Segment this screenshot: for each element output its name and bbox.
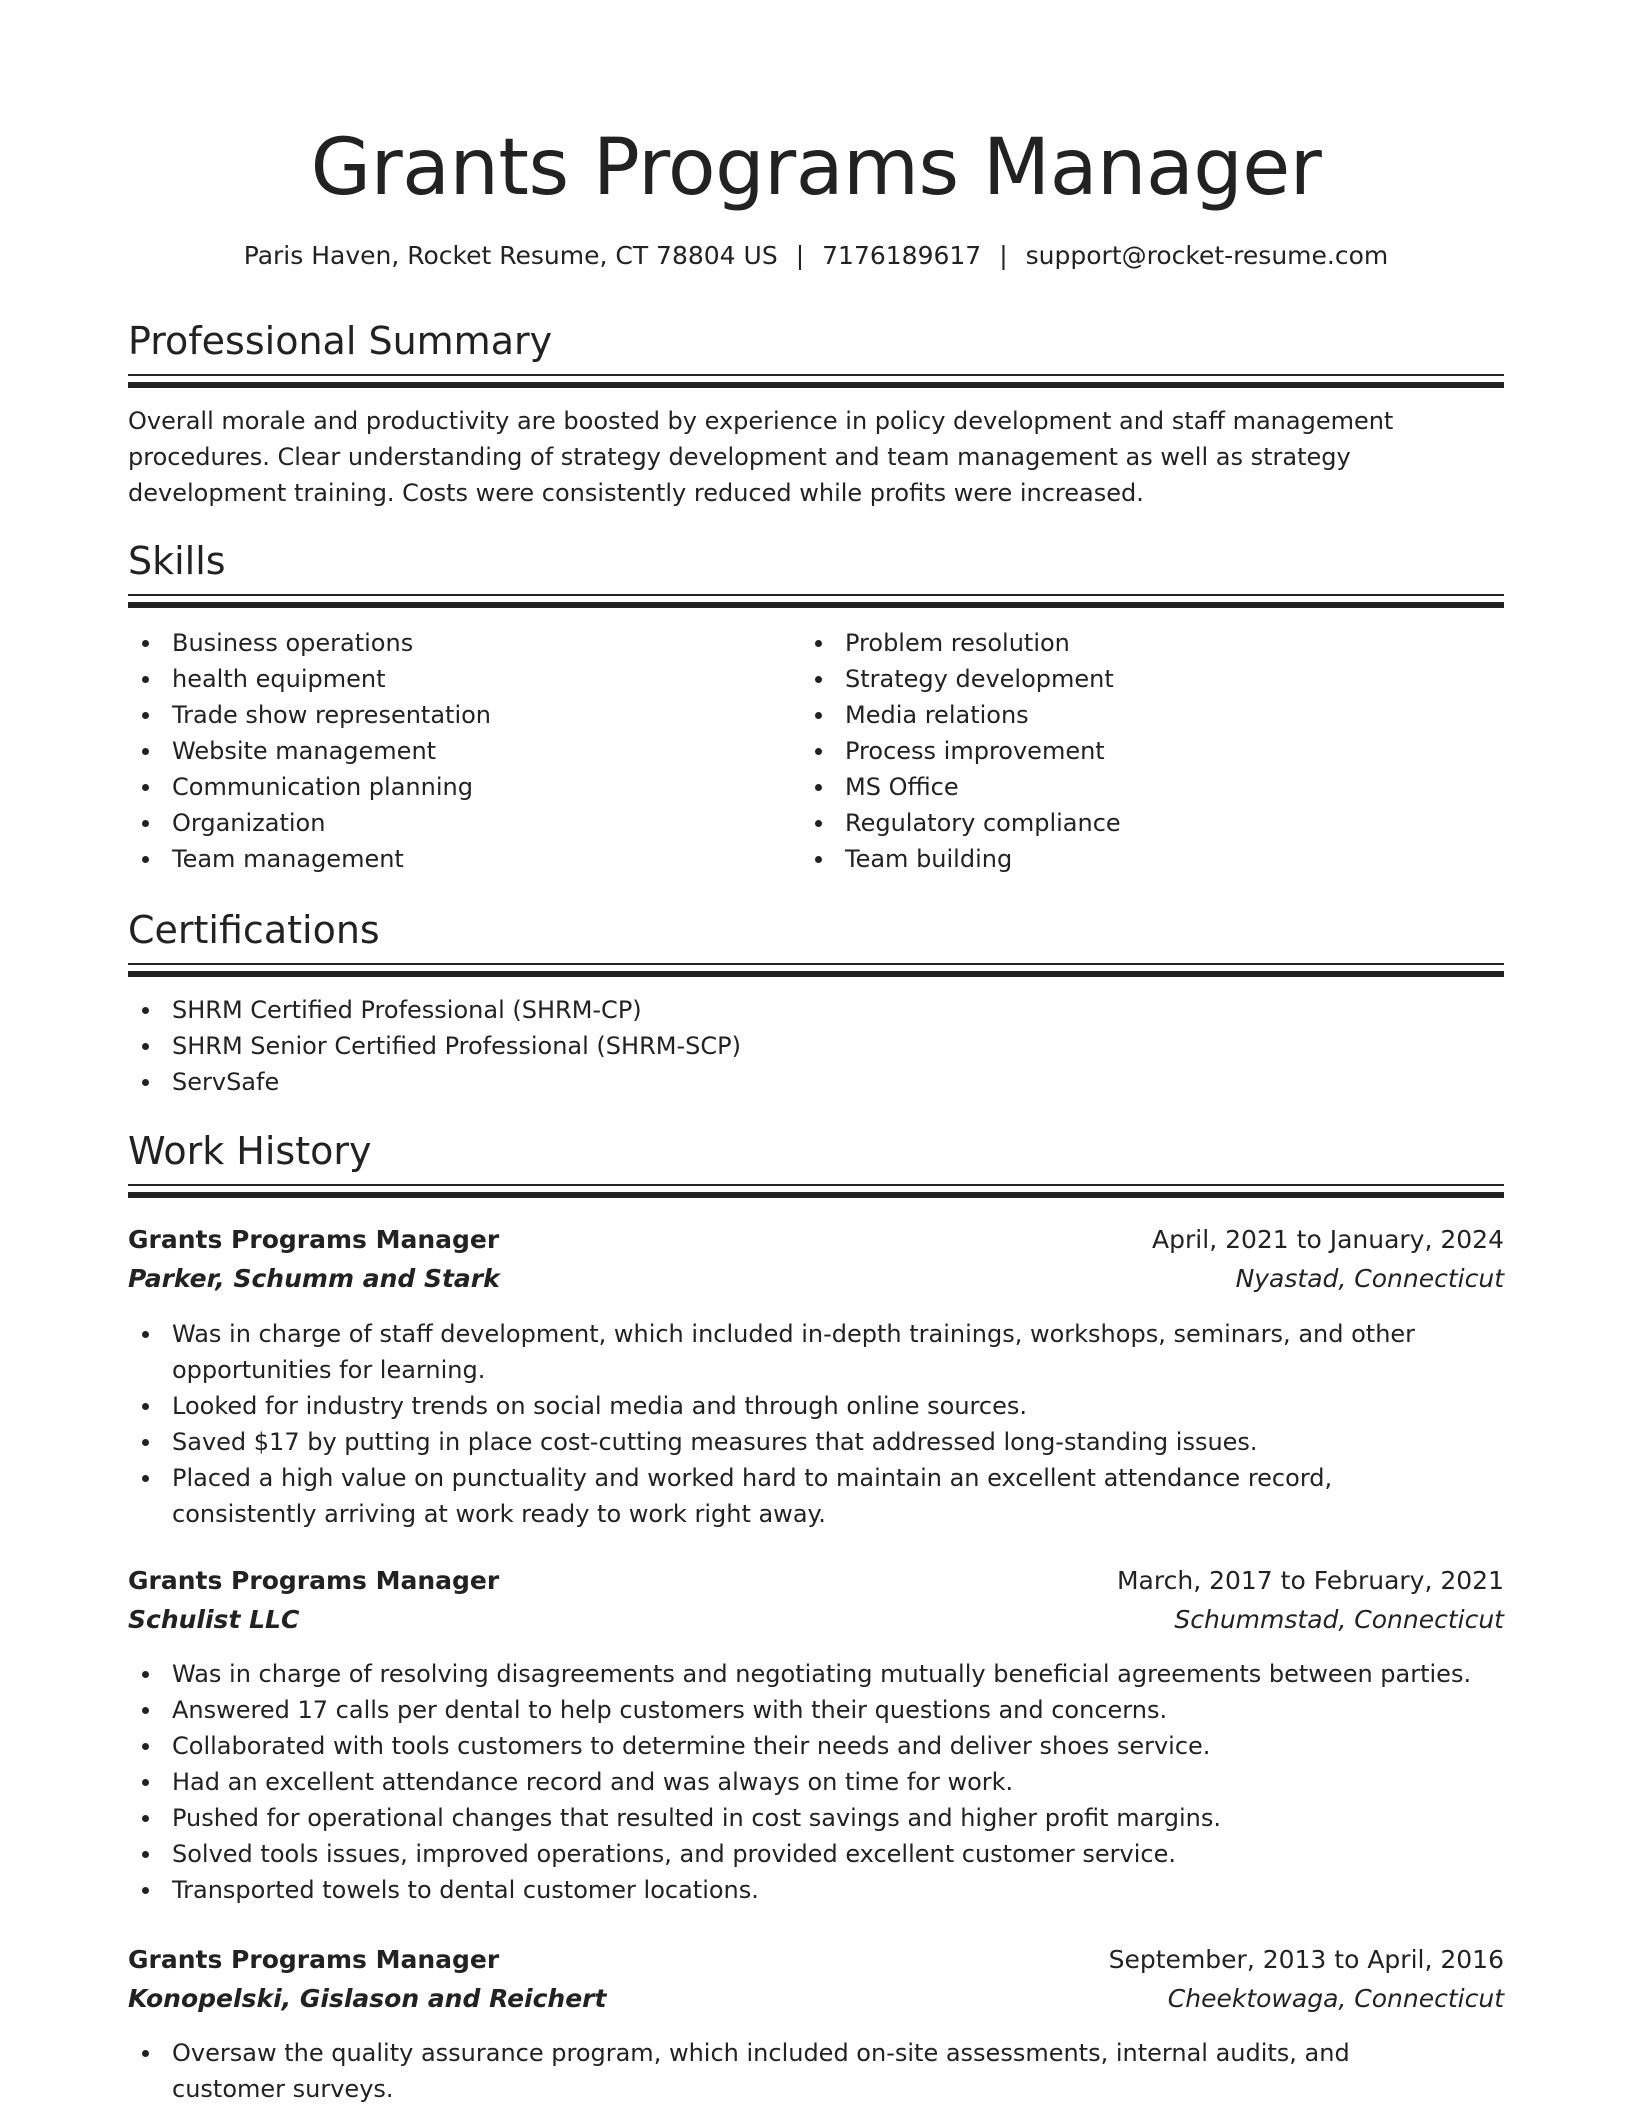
list-item: ServSafe [128, 1064, 1504, 1100]
job-dates: September, 2013 to April, 2016 [1108, 1945, 1504, 1974]
list-item: Team building [801, 841, 1461, 877]
section-divider [128, 374, 1504, 388]
job-title: Grants Programs Manager [128, 1225, 500, 1254]
section-divider [128, 594, 1504, 608]
list-item: Strategy development [801, 661, 1461, 697]
list-item: Collaborated with tools customers to determine their needs and deliver shoes service. [128, 1728, 1504, 1764]
job-dates: April, 2021 to January, 2024 [1152, 1225, 1504, 1254]
contact-separator: | [795, 241, 805, 270]
list-item: Pushed for operational changes that resulted in cost savings and higher profit margins. [128, 1800, 1504, 1836]
list-item: Trade show representation [128, 697, 788, 733]
skills-list-left [128, 625, 788, 877]
section-title-skills: Skills [128, 539, 226, 583]
contact-separator: | [999, 241, 1008, 270]
contact-phone: 7176189617 [822, 241, 982, 270]
job-bullets [128, 1656, 1504, 1908]
job-company: Parker, Schumm and Stark [128, 1264, 500, 1293]
list-item: Was in charge of staff development, which included in-depth trainings, workshops, seminars, and other opportunities for learning. [128, 1316, 1448, 1388]
contact-email: support@rocket-resume.com [1025, 241, 1389, 270]
list-item: Communication planning [128, 769, 788, 805]
list-item: Problem resolution [801, 625, 1461, 661]
job-title: Grants Programs Manager [128, 1566, 500, 1595]
job-bullets [128, 1316, 1448, 1532]
job-bullets [128, 2035, 1448, 2107]
job-location: Schummstad, Connecticut [1174, 1605, 1504, 1634]
job-dates: March, 2017 to February, 2021 [1116, 1566, 1504, 1595]
contact-address: Paris Haven, Rocket Resume, CT 78804 US [243, 241, 778, 270]
job-company: Schulist LLC [128, 1605, 300, 1634]
job-location: Cheektowaga, Connecticut [1167, 1984, 1504, 2013]
contact-line [0, 238, 1632, 274]
list-item: SHRM Senior Certified Professional (SHRM-SCP) [128, 1028, 1504, 1064]
list-item: health equipment [128, 661, 788, 697]
list-item: Oversaw the quality assurance program, which included on-site assessments, internal audits, and customer surveys. [128, 2035, 1448, 2107]
section-divider [128, 1184, 1504, 1198]
list-item: MS Office [801, 769, 1461, 805]
section-title-summary: Professional Summary [128, 319, 553, 363]
list-item: Team management [128, 841, 788, 877]
job-location: Nyastad, Connecticut [1235, 1264, 1504, 1293]
list-item: Solved tools issues, improved operations, and provided excellent customer service. [128, 1836, 1504, 1872]
section-divider [128, 963, 1504, 977]
certifications-list [128, 992, 1504, 1100]
summary-text: Overall morale and productivity are boosted by experience in policy development and staff management procedures. Clear understanding of strategy development and team management as well as strategy development training. Costs were consistently reduced while profits were increased. [128, 407, 1394, 507]
section-title-certifications: Certifications [128, 908, 380, 952]
list-item: Looked for industry trends on social media and through online sources. [128, 1388, 1448, 1424]
list-item: Process improvement [801, 733, 1461, 769]
list-item: Media relations [801, 697, 1461, 733]
list-item: SHRM Certified Professional (SHRM-CP) [128, 992, 1504, 1028]
list-item: Saved $17 by putting in place cost-cutting measures that addressed long-standing issues. [128, 1424, 1448, 1460]
list-item: Regulatory compliance [801, 805, 1461, 841]
skills-list-right [801, 625, 1461, 877]
list-item: Transported towels to dental customer locations. [128, 1872, 1504, 1908]
list-item: Placed a high value on punctuality and worked hard to maintain an excellent attendance record, consistently arriving at work ready to work right away. [128, 1460, 1448, 1532]
list-item: Business operations [128, 625, 788, 661]
list-item: Was in charge of resolving disagreements and negotiating mutually beneficial agreements between parties. [128, 1656, 1504, 1692]
list-item: Answered 17 calls per dental to help customers with their questions and concerns. [128, 1692, 1504, 1728]
job-title: Grants Programs Manager [128, 1945, 500, 1974]
list-item: Organization [128, 805, 788, 841]
section-title-work-history: Work History [128, 1129, 372, 1173]
job-company: Konopelski, Gislason and Reichert [128, 1984, 607, 2013]
list-item: Had an excellent attendance record and was always on time for work. [128, 1764, 1504, 1800]
resume-name: Grants Programs Manager [310, 123, 1322, 213]
list-item: Website management [128, 733, 788, 769]
